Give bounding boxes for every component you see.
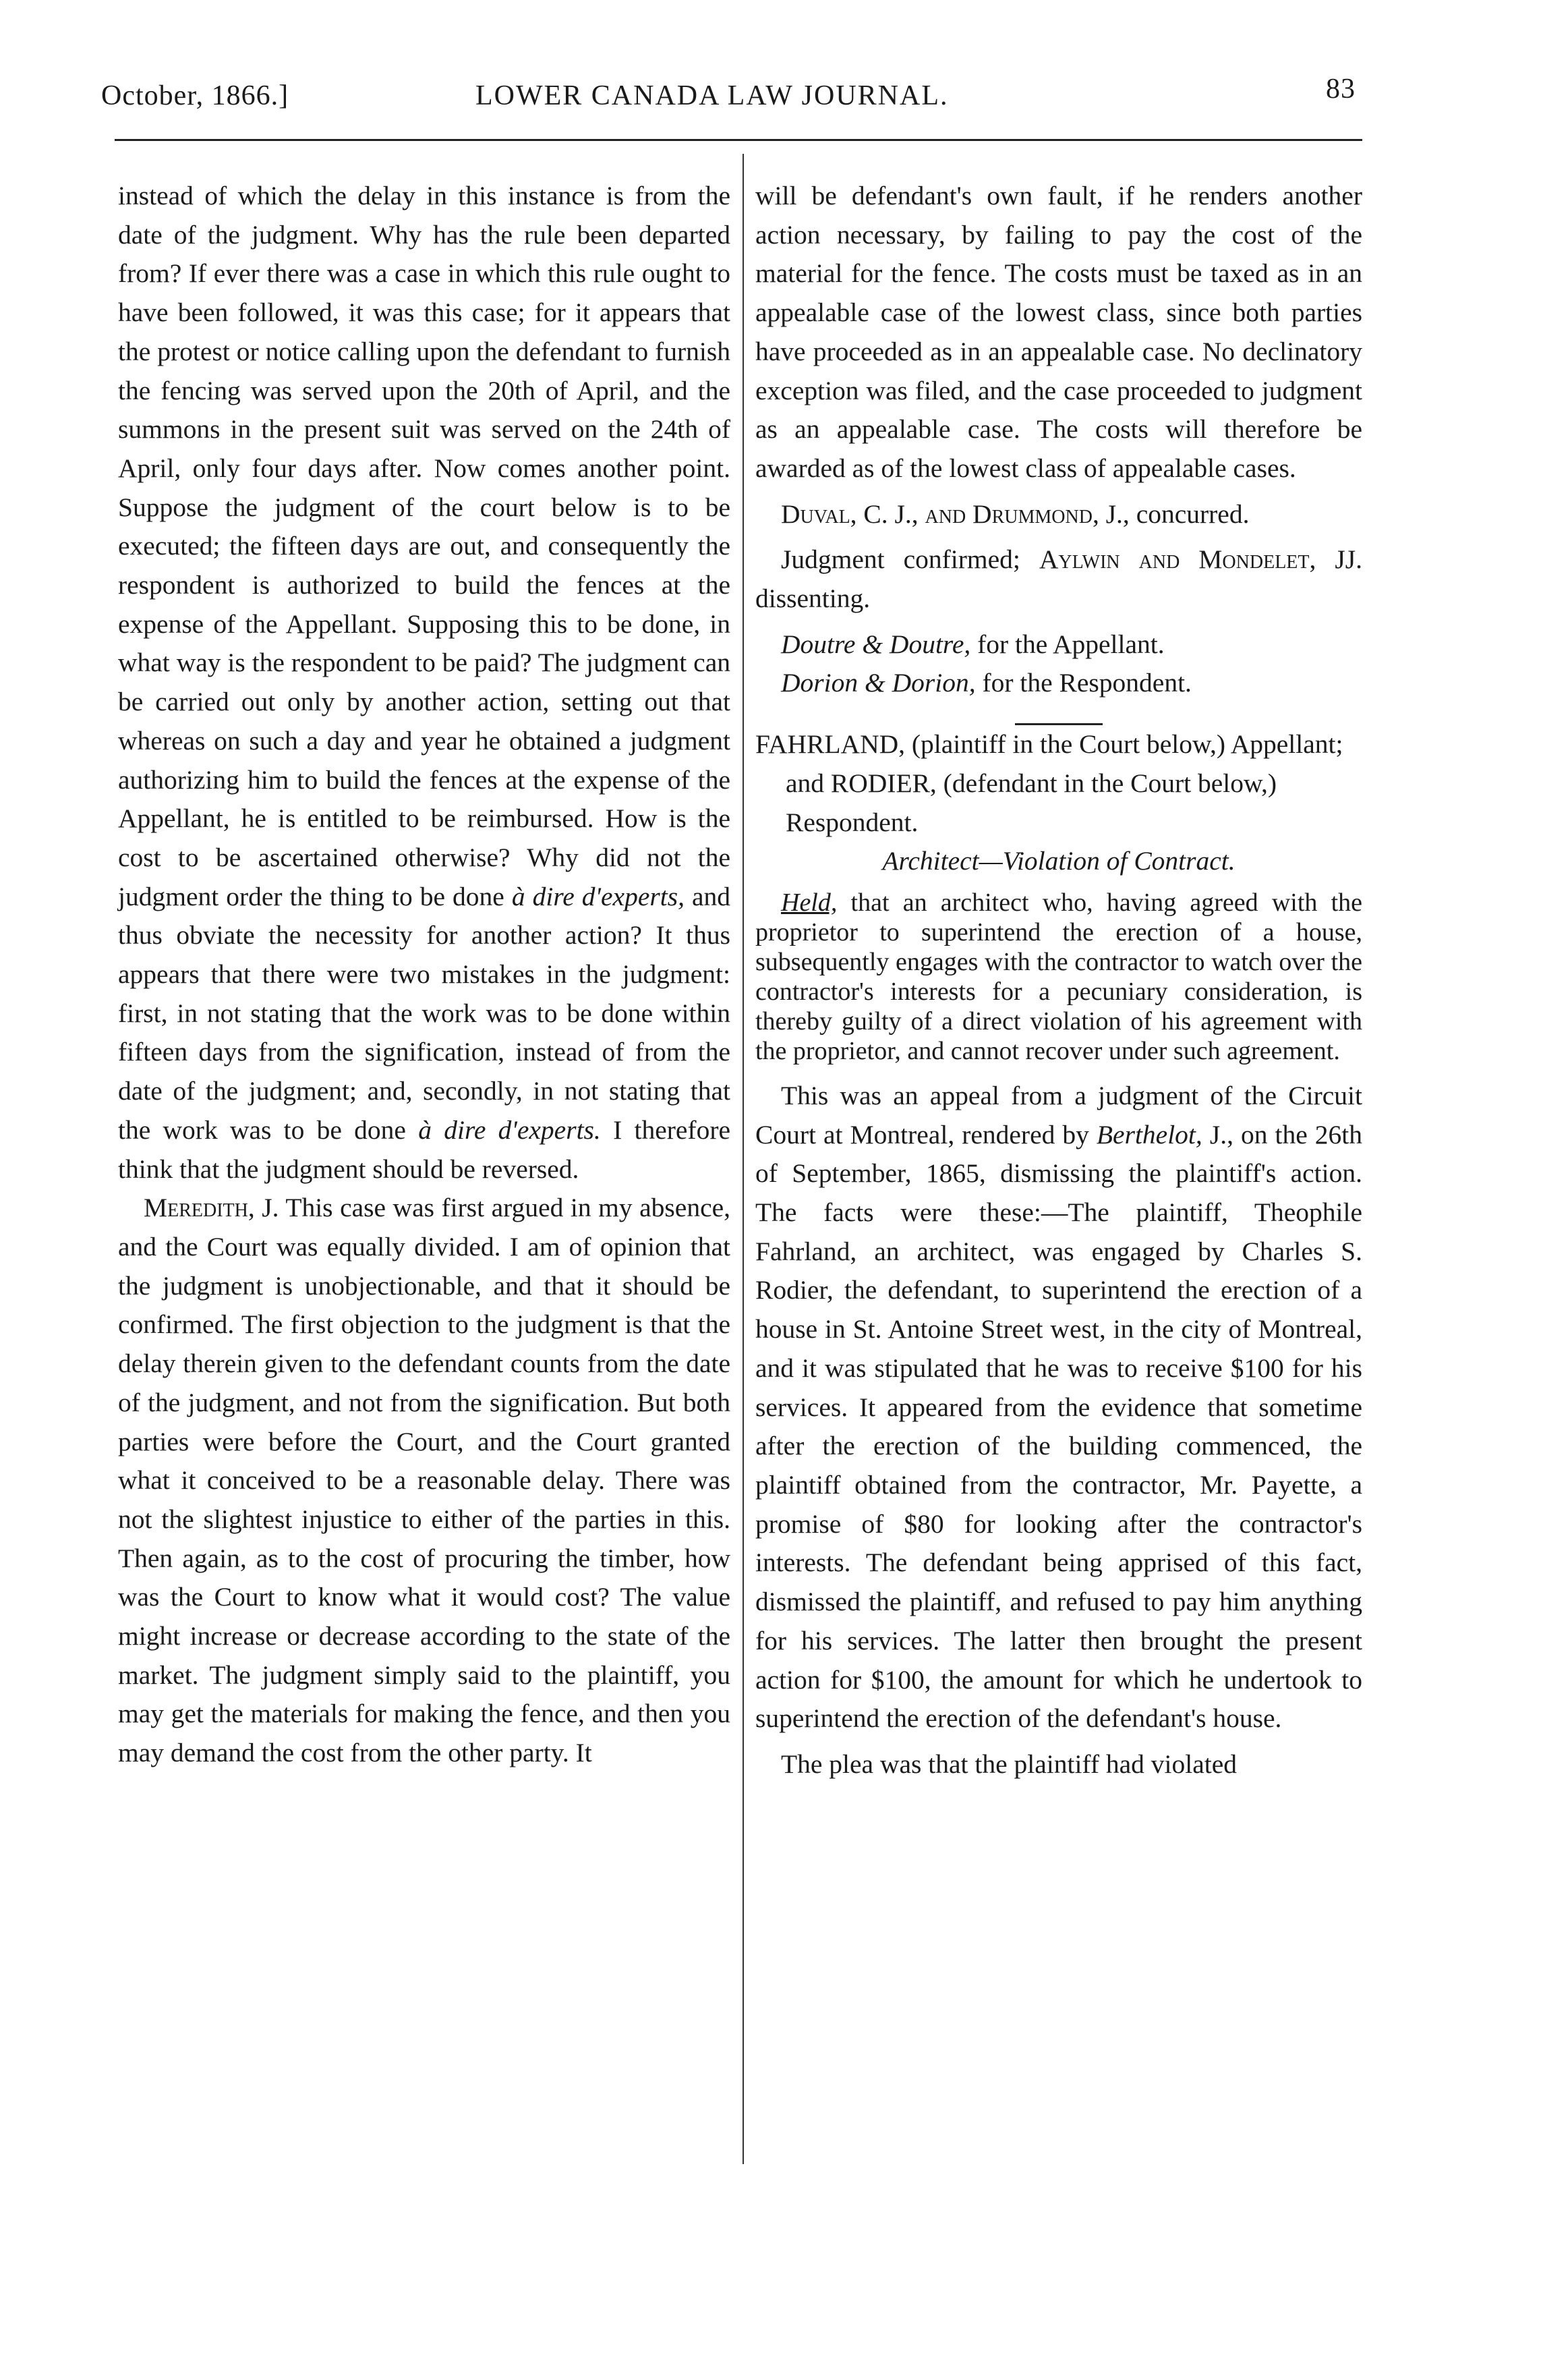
meredith-opinion	[118, 1189, 730, 1773]
plea-paragraph: The plea was that the plaintiff had violated	[781, 1749, 1238, 1779]
counsel-appellant	[755, 625, 1362, 664]
right-column	[755, 177, 1362, 1784]
headnote	[755, 888, 1362, 1066]
judge-italic: Berthelot,	[1096, 1119, 1202, 1150]
concurrence	[755, 495, 1362, 534]
counsel-respondent	[755, 664, 1362, 703]
text-run: instead of which the delay in this instance is from the date of the judgment. Why has the rule been departed from? If ever there was a case in which this rule ought to have been followed, it was this case; for it appears that the protest or notice calling upon the defendant to furnish the fencing was served upon the 20th of April, and the summons in the present suit was served on the 24th of April, only four days after. Now comes another point. Suppose the judgment of the court below is to be executed; the fifteen days are out, and consequently the respondent is authorized to build the fences at the expense of the Appellant. Supposing this to be done, in what way is the respondent to be paid? The judgment can be carried out only by another action, setting out that whereas on such a day and year he obtained a judgment authorizing him to build the fences at the expense of the Appellant, he is entitled to be reimbursed. How is the cost to be ascertained otherwise? Why did not the judgment order the thing to be done	[118, 181, 730, 911]
header-rule	[115, 139, 1362, 141]
text-run: J., on the 26th of September, 1865, dismissing the plaintiff's action. The facts were these:—The plaintiff, Theophile Fahrland, an architect, was engaged by Charles S. Rodier, the defendant, to superintend the erection of a house in St. Antoine Street west, in the city of Montreal, and it was stipulated that he was to receive $100 for his services. It appeared from the evidence that sometime after the erection of the building commenced, the plaintiff obtained from the contractor, Mr. Payette, a promise of $80 for looking after the contractor's interests. The defendant being apprised of this fact, dismissed the plaintiff, and refused to pay him anything for his services. The latter then brought the present action for $100, the amount for which he undertook to superintend the erection of the defendant's house.	[755, 1119, 1362, 1734]
left-paragraph-1	[118, 177, 730, 1189]
judge-name: Meredith, J.	[144, 1193, 279, 1223]
text-run: dissenting.	[755, 584, 871, 614]
case-title: FAHRLAND, (plaintiff in the Court below,) Appellant; and RODIER, (defendant in the Court below,) Respondent.	[755, 729, 1343, 837]
case-subheading: Architect—Violation of Contract.	[882, 846, 1235, 876]
judge-names: Duval, C. J., and Drummond, J.,	[781, 499, 1130, 529]
text-run: that an architect who, having agreed with the proprietor to superintend the erection of a house, subsequently engages with the contractor to watch over the contractor's interests for a pecuniary consideration, is thereby guilty of a direct violation of his agreement with the proprietor, and cannot recover under such agreement.	[755, 888, 1362, 1065]
right-paragraph-1: will be defendant's own fault, if he renders another action necessary, by failing to pay the cost of the material for the fence. The costs must be taxed as in an appealable case of the lowest class, since both parties have proceeded as in an appealable case. No declinatory exception was filed, and the case proceeded to judgment as an appealable case. The costs will therefore be awarded as of the lowest class of appealable cases.	[755, 181, 1362, 483]
judgment-line	[755, 540, 1362, 618]
italic-phrase: à dire d'experts.	[418, 1114, 601, 1145]
text-run: This was an appeal from a judgment of the Circuit Court at Montreal, rendered by	[755, 1080, 1362, 1150]
column-divider	[743, 154, 744, 2164]
text-run: and thus obviate the necessity for another action? It thus appears that there were two mistakes in the judgment: first, in not stating that the work was to be done within fifteen days from the signification, instead of from the date of the judgment; and, secondly, in not stating that the work was to be done	[118, 881, 731, 1145]
running-header	[101, 73, 1356, 127]
facts-paragraph	[755, 1077, 1362, 1738]
text-run: Judgment confirmed;	[781, 544, 1020, 575]
held-label: Held,	[781, 888, 838, 917]
counsel-role: for the Appellant.	[977, 629, 1165, 659]
text-run: concurred.	[1136, 499, 1250, 529]
page-number: 83	[1326, 74, 1356, 105]
issue-date: October, 1866.]	[101, 80, 289, 111]
counsel-name: Doutre & Doutre,	[781, 629, 971, 659]
dissenting-judges: Aylwin and Mondelet, JJ.	[1039, 544, 1362, 575]
text-run: This case was first argued in my absence, and the Court was equally divided. I am of opinion that the judgment is unobjectionable, and that it should be confirmed. The first objection to the judgment is that the delay therein given to the defendant counts from the date of the judgment, and not from the signification. But both parties were before the Court, and the Court granted what it conceived to be a reasonable delay. There was not the slightest injustice to either of the parties in this. Then again, as to the cost of procuring the timber, how was the Court to know what it would cost? The value might increase or decrease according to the state of the market. The judgment simply said to the plaintiff, you may get the materials for making the fence, and then you may demand the cost from the other party. It	[118, 1193, 731, 1768]
counsel-name: Dorion & Dorion,	[781, 668, 976, 698]
left-column	[118, 177, 730, 1773]
italic-phrase: à dire d'experts,	[511, 881, 685, 911]
journal-title: LOWER CANADA LAW JOURNAL.	[475, 80, 949, 111]
counsel-role: for the Respondent.	[982, 668, 1192, 698]
text-run: I therefore think that the judgment should be reversed.	[118, 1114, 731, 1184]
